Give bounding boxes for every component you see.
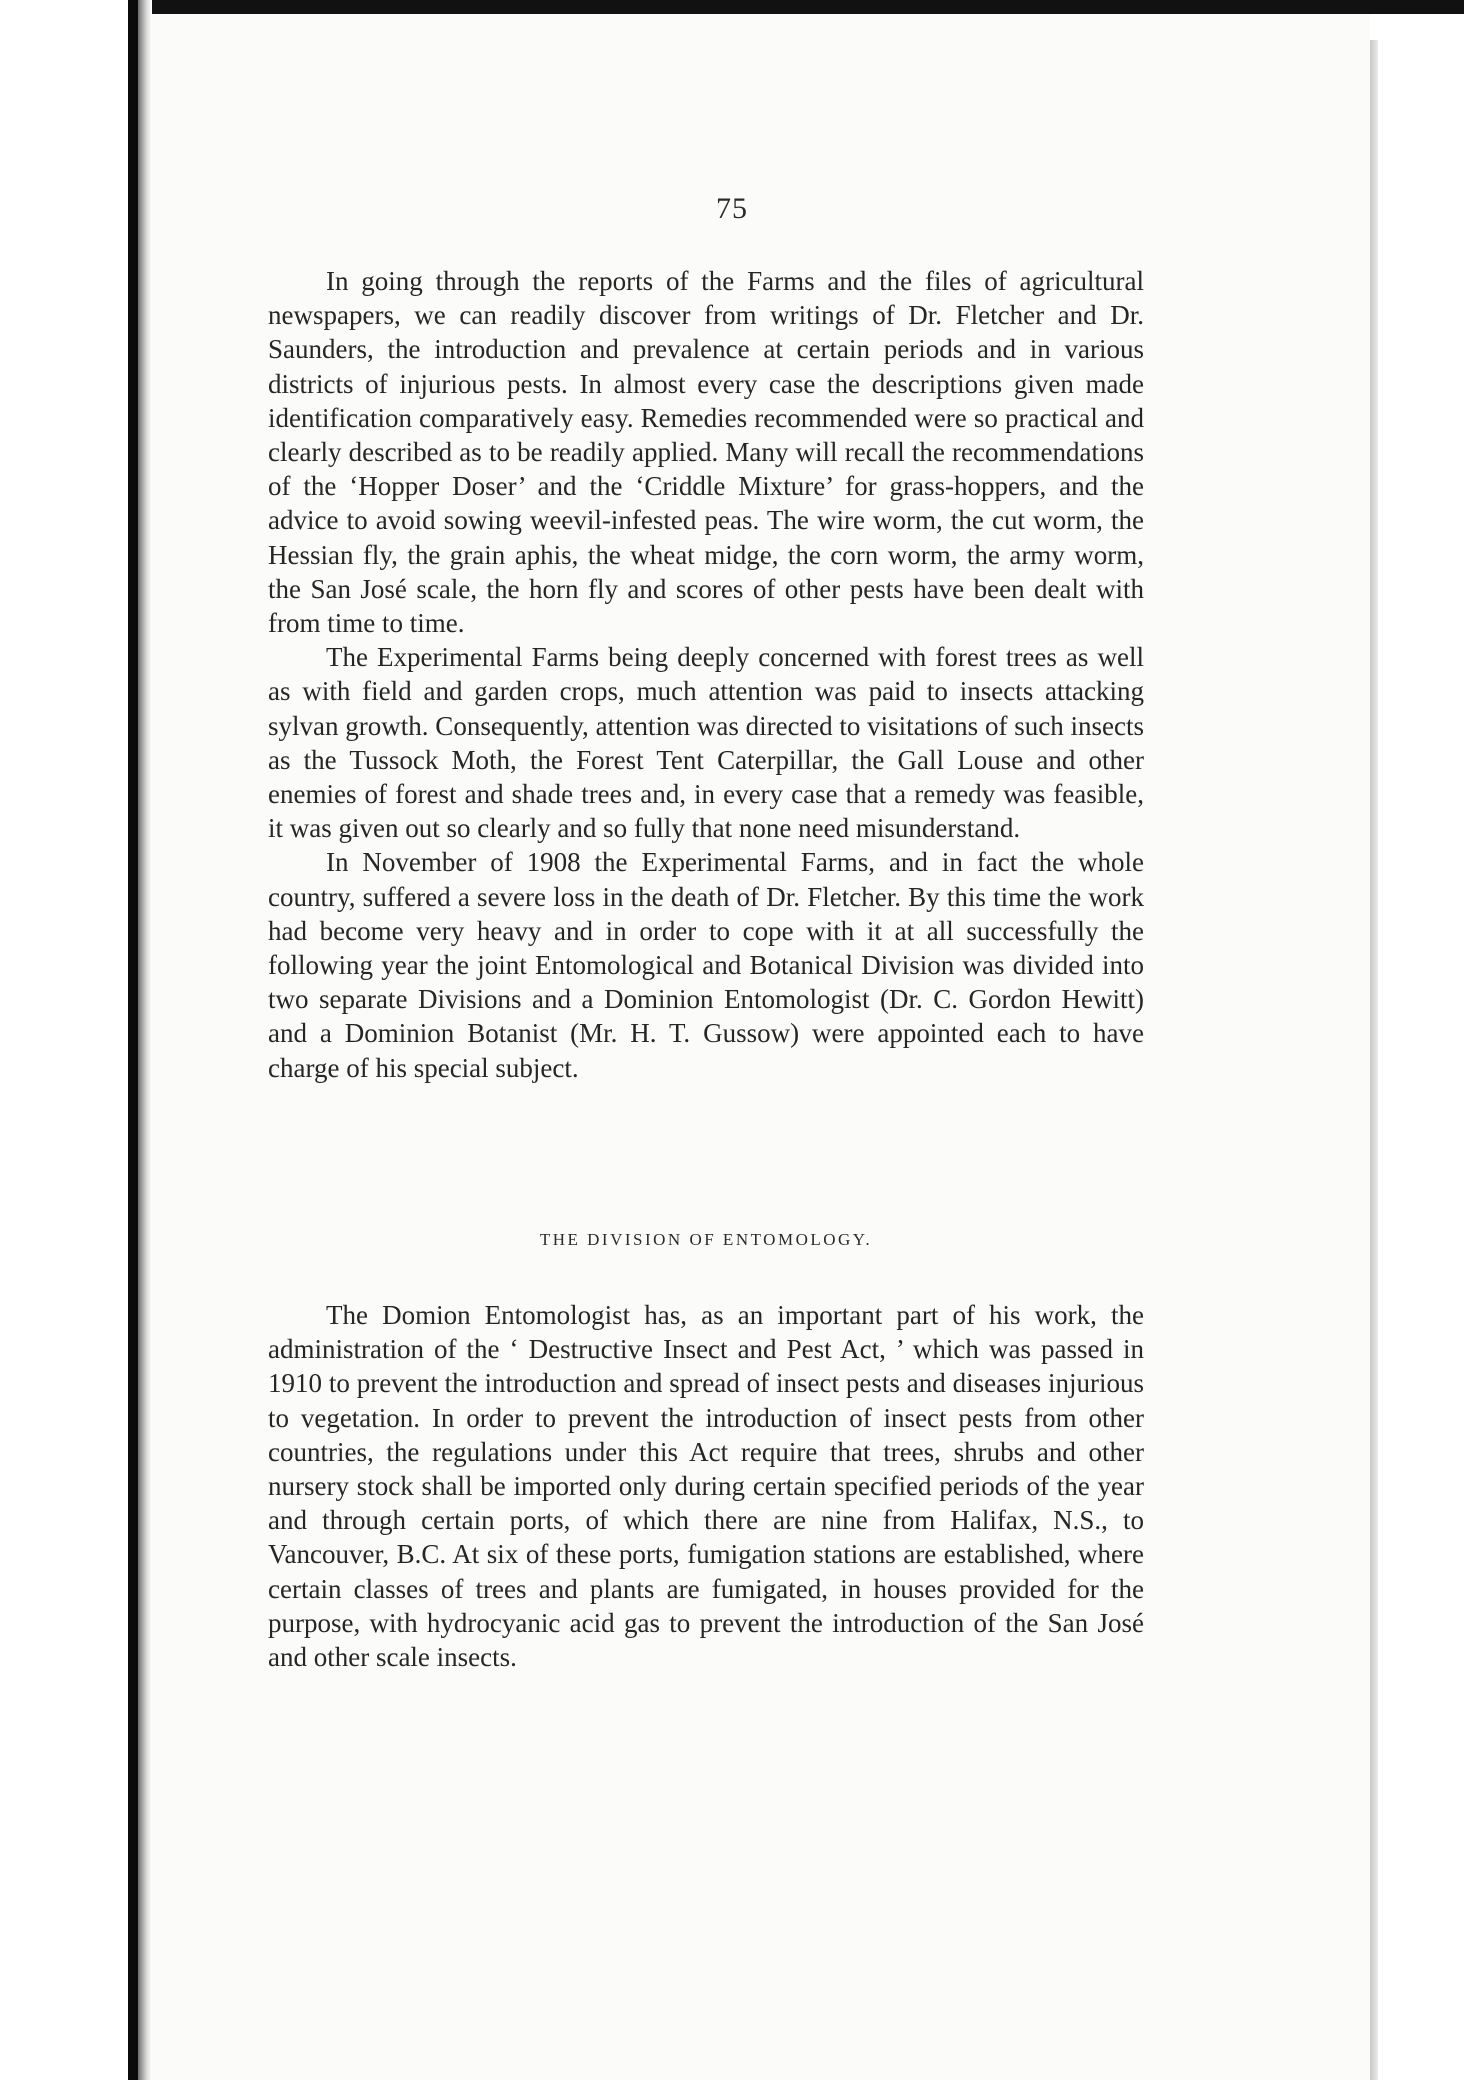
paragraph-destructive-insect-act: The Domion Entomologist has, as an important part of his work, the administration of the ‘ Destructive Insect and Pest Act, ’ which was passed in 1910 to prevent the introduction and spread of insect pests and diseases injurious to vegetation. In order to prevent the introduction of insect pests from other countries, the regulations under this Act require that trees, shrubs and other nursery stock shall be imported only during certain specified periods of the year and through certain ports, of which there are nine from Halifax, N.S., to Vancouver, B.C. At six of these ports, fumigation stations are established, where certain classes of trees and plants are fumigated, in houses provided for the purpose, with hydrocyanic acid gas to prevent the introduction of the San José and other scale insects. xyxy=(268,1300,1144,1673)
page-gutter-shadow xyxy=(138,0,152,2080)
paragraph-forest-insects: The Experimental Farms being deeply concerned with forest trees as well as with field and garden crops, much attention was paid to insects attacking sylvan growth. Consequently, attention was directed to visitations of such insects as the Tussock Moth, the Forest Tent Caterpillar, the Gall Louse and other enemies of forest and shade trees and, in every case that a remedy was feasible, it was given out so clearly and so fully that none need misunderstand. xyxy=(268,642,1144,844)
text-block-bottom xyxy=(268,1298,1144,1674)
paragraph-farm-reports: In going through the reports of the Farms and the files of agricultural newspapers, we can readily discover from writings of Dr. Fletcher and Dr. Saunders, the introduction and prevalence at certain periods and in various districts of injurious pests. In almost every case the descriptions given made identification comparatively easy. Remedies recommended were so practical and clearly described as to be readily applied. Many will recall the recommendations of the ‘Hopper Doser’ and the ‘Criddle Mixture’ for grass-hoppers, and the advice to avoid sowing weevil-infested peas. The wire worm, the cut worm, the Hessian fly, the grain aphis, the wheat midge, the corn worm, the army worm, the San José scale, the horn fly and scores of other pests have been dealt with from time to time. xyxy=(268,266,1144,639)
paragraph-division-split: In November of 1908 the Experimental Farms, and in fact the whole country, suffered a severe loss in the death of Dr. Fletcher. By this time the work had become very heavy and in order to cope with it at all successfully the following year the joint Entomological and Botanical Division was divided into two separate Divisions and a Dominion Entomologist (Dr. C. Gordon Hewitt) and a Dominion Botanist (Mr. H. T. Gussow) were appointed each to have charge of his special subject. xyxy=(268,847,1144,1083)
page-number: 75 xyxy=(716,192,748,225)
section-heading: THE DIVISION OF ENTOMOLOGY. xyxy=(539,1230,873,1249)
text-block-top xyxy=(268,264,1144,1085)
scan-left-edge xyxy=(128,0,138,2080)
scan-top-edge xyxy=(130,0,1464,14)
scan-right-margin xyxy=(1378,14,1464,2080)
page-right-edge xyxy=(1370,40,1378,2080)
